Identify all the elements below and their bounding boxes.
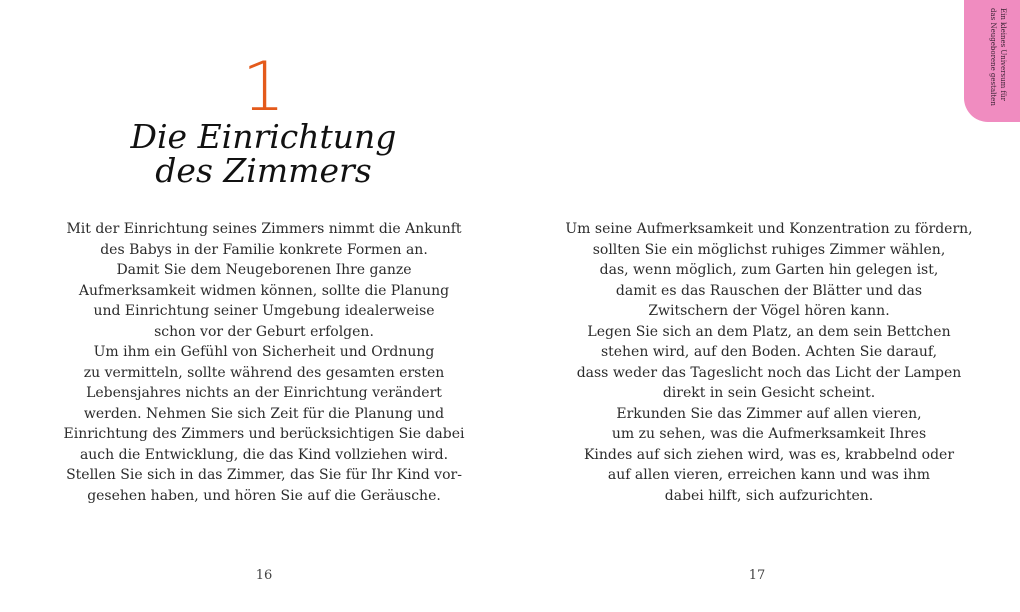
text-line: auch die Entwicklung, die das Kind vollziehen wird.	[79, 446, 449, 463]
text-line: Mit der Einrichtung seines Zimmers nimmt die Ankunft	[66, 221, 462, 237]
text-line: des Babys in der Familie konkrete Formen an.	[100, 241, 428, 258]
chapter-title	[0, 117, 527, 190]
chapter-side-tab	[964, 0, 1020, 122]
side-tab-label	[978, 8, 1008, 118]
text-line: dass weder das Tageslicht noch das Licht der Lampen	[576, 364, 962, 381]
text-line: Stellen Sie sich in das Zimmer, das Sie für Ihr Kind vor-	[66, 467, 462, 483]
chapter-title-line: Die Einrichtung	[130, 117, 397, 156]
text-line: zu vermitteln, sollte während des gesamten ersten	[83, 364, 445, 381]
side-tab-line: das Neugeborene gestalten	[989, 8, 997, 106]
text-line: sollten Sie ein möglichst ruhiges Zimmer wählen,	[592, 241, 946, 258]
text-line: Lebensjahres nichts an der Einrichtung verändert	[86, 385, 442, 401]
text-line: Legen Sie sich an dem Platz, an dem sein Bettchen	[587, 323, 951, 340]
text-line: Um seine Aufmerksamkeit und Konzentration zu fördern,	[565, 221, 973, 237]
text-line: stehen wird, auf den Boden. Achten Sie darauf,	[600, 344, 938, 360]
text-line: werden. Nehmen Sie sich Zeit für die Planung und	[83, 405, 445, 422]
page-number-left: 16	[255, 568, 273, 583]
text-line: Kindes auf sich ziehen wird, was es, krabbelnd oder	[583, 446, 955, 463]
text-line: direkt in sein Gesicht scheint.	[662, 385, 876, 401]
chapter-title-line: des Zimmers	[155, 151, 372, 190]
text-line: dabei hilft, sich aufzurichten.	[664, 487, 874, 504]
page-number-right: 17	[748, 568, 766, 583]
text-line: das, wenn möglich, zum Garten hin gelegen ist,	[599, 262, 939, 278]
text-line: Um ihm ein Gefühl von Sicherheit und Ordnung	[93, 344, 435, 360]
text-line: Einrichtung des Zimmers und berücksichtigen Sie dabei	[63, 426, 465, 442]
text-line: und Einrichtung seiner Umgebung idealerweise	[93, 303, 435, 319]
left-paragraph	[52, 219, 476, 506]
side-tab-line: Ein kleines Universum für	[999, 8, 1007, 101]
text-line: gesehen haben, und hören Sie auf die Geräusche.	[87, 487, 441, 504]
text-line: damit es das Rauschen der Blätter und das	[615, 282, 923, 299]
text-line: Zwitschern der Vögel hören kann.	[648, 303, 890, 319]
text-line: Damit Sie dem Neugeborenen Ihre ganze	[116, 262, 412, 278]
text-line: auf allen vieren, erreichen kann und was ihm	[607, 467, 931, 483]
chapter-number: 1	[241, 48, 286, 127]
text-line: Aufmerksamkeit widmen können, sollte die Planung	[78, 282, 450, 299]
right-paragraph	[557, 219, 981, 506]
text-line: um zu sehen, was die Aufmerksamkeit Ihres	[611, 426, 927, 442]
text-line: Erkunden Sie das Zimmer auf allen vieren,	[616, 405, 922, 422]
text-line: schon vor der Geburt erfolgen.	[154, 323, 374, 340]
right-page	[510, 0, 1020, 612]
